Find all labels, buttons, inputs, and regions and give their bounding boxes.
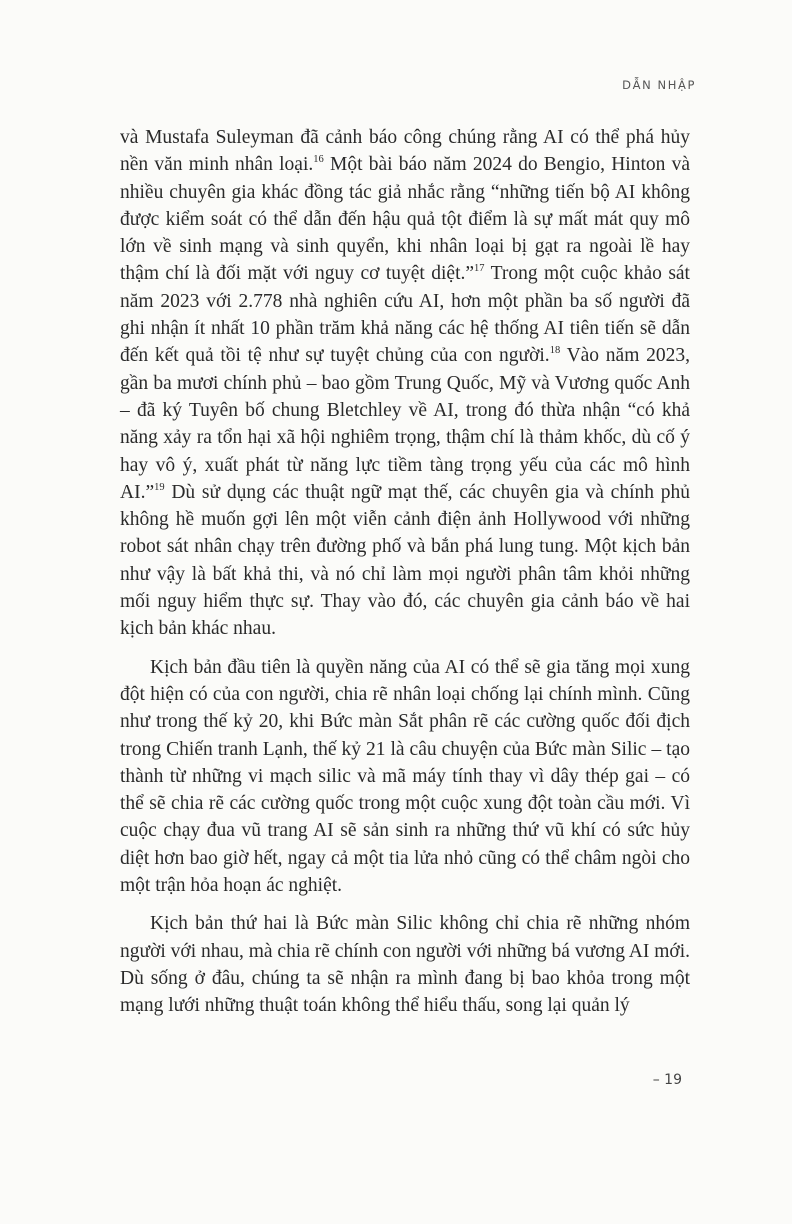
footnote-ref-17: 17: [474, 263, 485, 275]
text-segment: Kịch bản đầu tiên là quyền năng của AI có thể sẽ gia tăng mọi xung đột hiện có của con người, chia rẽ nhân loại chống lại chính mình. Cũng như trong thế kỷ 20, khi Bức màn Sắt phân rẽ các cường quốc đối địch trong Chiến tranh Lạnh, thế kỷ 21 là câu chuyện của Bức màn Silic – tạo thành từ những vi mạch silic và mã máy tính thay vì dây thép gai – có thể sẽ chia rẽ các cường quốc trong một cuộc xung đột toàn cầu mới. Vì cuộc chạy đua vũ trang AI sẽ sản sinh ra những thứ vũ khí có sức hủy diệt hơn bao giờ hết, ngay cả một tia lửa nhỏ cũng có thể châm ngòi cho một trận hỏa hoạn ác nghiệt.: [120, 656, 690, 897]
paragraph-2: [120, 654, 690, 900]
footnote-ref-16: 16: [313, 154, 324, 166]
footnote-ref-18: 18: [549, 345, 561, 357]
text-segment: Dù sử dụng các thuật ngữ mạt thế, các chuyên gia và chính phủ không hề muốn gợi lên một viễn cảnh điện ảnh Hollywood với những robot sát nhân chạy trên đường phố và bắn phá lung tung. Một kịch bản như vậy là bất khả thi, và nó chỉ làm mọi người phân tâm khỏi những mối nguy hiểm thực sự. Thay vào đó, các chuyên gia cảnh báo về hai kịch bản khác nhau.: [120, 481, 690, 640]
text-segment: Vào năm 2023, gần ba mươi chính phủ – bao gồm Trung Quốc, Mỹ và Vương quốc Anh – đã ký Tuyên bố chung Bletchley về AI, trong đó thừa nhận “có khả năng xảy ra tổn hại xã hội nghiêm trọng, thậm chí là thảm khốc, dù cố ý hay vô ý, xuất phát từ năng lực tiềm tàng trọng yếu của các mô hình AI.”: [120, 345, 690, 503]
paragraph-3: [120, 910, 690, 1019]
text-segment: Trong một cuộc khảo sát năm 2023 với 2.778 nhà nghiên cứu AI, hơn một phần ba số người đã ghi nhận ít nhất 10 phần trăm khả năng các hệ thống AI tiên tiến sẽ dẫn đến kết quả tồi tệ như sự tuyệt chủng của con người.: [120, 263, 690, 367]
running-head: DẪN NHẬP: [622, 78, 696, 92]
text-segment: Một bài báo năm 2024 do Bengio, Hinton và nhiều chuyên gia khác đồng tác giả nhắc rằng “những tiến bộ AI không được kiểm soát có thể dẫn đến hậu quả tột điểm là sự mất mát quy mô lớn về sinh mạng và sinh quyển, khi nhân loại bị gạt ra ngoài lề hay thậm chí là đối mặt với nguy cơ tuyệt diệt.”: [120, 154, 690, 285]
footnote-ref-19: 19: [154, 481, 165, 493]
text-segment: Kịch bản thứ hai là Bức màn Silic không chỉ chia rẽ những nhóm người với nhau, mà chia rẽ chính con người với những bá vương AI mới. Dù sống ở đâu, chúng ta sẽ nhận ra mình đang bị bao khỏa trong một mạng lưới những thuật toán không thể hiểu thấu, song lại quản lý: [120, 913, 690, 1017]
paragraph-1: [120, 124, 690, 643]
text-segment: và Mustafa Suleyman đã cảnh báo công chúng rằng AI có thể phá hủy nền văn minh nhân loại.: [120, 127, 690, 176]
page-number: – 19: [652, 1072, 682, 1088]
body-text: [120, 124, 690, 1020]
